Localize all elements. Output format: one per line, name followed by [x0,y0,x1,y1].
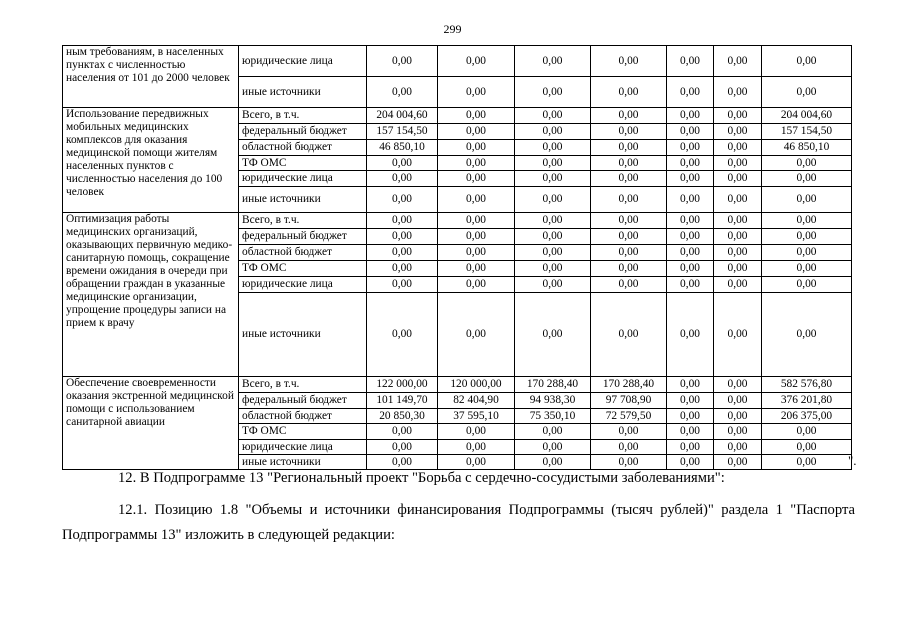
value-cell: 0,00 [367,229,438,245]
table-row [63,213,852,229]
value-cell: 0,00 [667,409,714,424]
value-cell: 0,00 [515,261,591,277]
total-value-cell: 0,00 [762,440,852,455]
value-cell: 0,00 [667,187,714,213]
total-value-cell: 376 201,80 [762,393,852,409]
value-cell: 0,00 [591,261,667,277]
closing-quote-mark: ". [848,453,857,468]
funding-source: областной бюджет [239,245,367,261]
value-cell: 157 154,50 [367,124,438,140]
value-cell: 0,00 [438,277,515,293]
value-cell: 170 288,40 [591,377,667,393]
value-cell: 0,00 [714,124,762,140]
value-cell: 0,00 [714,108,762,124]
value-cell: 0,00 [714,424,762,440]
total-value-cell: 46 850,10 [762,140,852,156]
funding-source: Всего, в т.ч. [239,108,367,124]
value-cell: 0,00 [515,46,591,77]
value-cell: 0,00 [367,77,438,108]
funding-source: юридические лица [239,277,367,293]
value-cell: 120 000,00 [438,377,515,393]
value-cell: 0,00 [591,156,667,171]
value-cell: 0,00 [591,424,667,440]
value-cell: 0,00 [667,213,714,229]
value-cell: 0,00 [438,124,515,140]
value-cell: 0,00 [714,77,762,108]
value-cell: 0,00 [515,440,591,455]
value-cell: 0,00 [714,140,762,156]
value-cell: 94 938,30 [515,393,591,409]
value-cell: 0,00 [714,455,762,470]
value-cell: 0,00 [515,156,591,171]
value-cell: 0,00 [667,108,714,124]
funding-source: юридические лица [239,46,367,77]
value-cell: 0,00 [515,277,591,293]
funding-source: иные источники [239,293,367,377]
value-cell: 0,00 [438,293,515,377]
value-cell: 0,00 [591,229,667,245]
value-cell: 0,00 [591,187,667,213]
value-cell: 0,00 [515,140,591,156]
value-cell: 0,00 [667,261,714,277]
value-cell: 0,00 [591,171,667,187]
value-cell: 0,00 [515,245,591,261]
total-value-cell: 582 576,80 [762,377,852,393]
funding-source: Всего, в т.ч. [239,377,367,393]
funding-source: ТФ ОМС [239,424,367,440]
value-cell: 0,00 [667,140,714,156]
value-cell: 0,00 [667,393,714,409]
value-cell: 0,00 [667,229,714,245]
total-value-cell: 0,00 [762,261,852,277]
value-cell: 0,00 [367,46,438,77]
value-cell: 0,00 [438,140,515,156]
value-cell: 0,00 [367,277,438,293]
value-cell: 0,00 [714,171,762,187]
value-cell: 0,00 [667,46,714,77]
value-cell: 0,00 [515,293,591,377]
value-cell: 122 000,00 [367,377,438,393]
paragraph-item-12-1: 12.1. Позицию 1.8 "Объемы и источники финансирования Подпрограммы (тысяч рублей)" раздела 1 "Паспорта Подпрограммы 13" изложить в следующей редакции: [62,502,855,543]
value-cell: 0,00 [591,140,667,156]
value-cell: 0,00 [591,77,667,108]
total-value-cell: 0,00 [762,213,852,229]
measure-description: Обеспечение своевременности оказания экстренной медицинской помощи с использованием санитарной авиации [63,377,239,470]
value-cell: 0,00 [591,277,667,293]
total-value-cell: 0,00 [762,277,852,293]
value-cell: 0,00 [438,77,515,108]
value-cell: 0,00 [714,393,762,409]
funding-source: юридические лица [239,440,367,455]
value-cell: 0,00 [438,156,515,171]
total-value-cell: 0,00 [762,455,852,470]
value-cell: 0,00 [667,124,714,140]
measure-description: Оптимизация работы медицинских организаций, оказывающих первичную медико-санитарную помощь, сокращение времени ожидания в очереди при обращении граждан в указанные медицинские организации, упрощение процедуры записи на прием к врачу [63,213,239,377]
total-value-cell: 0,00 [762,77,852,108]
value-cell: 0,00 [591,440,667,455]
financing-table [62,45,852,470]
value-cell: 0,00 [438,187,515,213]
value-cell: 0,00 [367,245,438,261]
value-cell: 20 850,30 [367,409,438,424]
value-cell: 0,00 [714,377,762,393]
value-cell: 0,00 [714,245,762,261]
value-cell: 0,00 [667,156,714,171]
value-cell: 0,00 [667,277,714,293]
value-cell: 0,00 [515,229,591,245]
total-value-cell: 0,00 [762,229,852,245]
value-cell: 0,00 [714,187,762,213]
value-cell: 0,00 [591,455,667,470]
value-cell: 0,00 [438,261,515,277]
value-cell: 0,00 [714,277,762,293]
total-value-cell: 206 375,00 [762,409,852,424]
page-number: 299 [443,22,462,36]
value-cell: 75 350,10 [515,409,591,424]
value-cell: 0,00 [714,440,762,455]
value-cell: 0,00 [667,293,714,377]
measure-description: ным требованиям, в населенных пунктах с численностью населения от 101 до 2000 человек [63,46,239,108]
total-value-cell: 0,00 [762,171,852,187]
value-cell: 0,00 [714,156,762,171]
funding-source: федеральный бюджет [239,393,367,409]
value-cell: 0,00 [667,424,714,440]
value-cell: 37 595,10 [438,409,515,424]
value-cell: 0,00 [515,213,591,229]
value-cell: 0,00 [515,171,591,187]
total-value-cell: 0,00 [762,293,852,377]
funding-source: Всего, в т.ч. [239,213,367,229]
value-cell: 0,00 [714,229,762,245]
value-cell: 0,00 [367,440,438,455]
total-value-cell: 0,00 [762,245,852,261]
value-cell: 46 850,10 [367,140,438,156]
value-cell: 0,00 [667,455,714,470]
value-cell: 0,00 [591,245,667,261]
value-cell: 0,00 [367,424,438,440]
value-cell: 0,00 [515,124,591,140]
funding-source: ТФ ОМС [239,261,367,277]
value-cell: 0,00 [438,455,515,470]
value-cell: 0,00 [591,213,667,229]
total-value-cell: 0,00 [762,424,852,440]
value-cell: 0,00 [667,440,714,455]
value-cell: 204 004,60 [367,108,438,124]
value-cell: 82 404,90 [438,393,515,409]
value-cell: 0,00 [714,46,762,77]
table-row [63,377,852,393]
value-cell: 0,00 [591,124,667,140]
funding-source: иные источники [239,187,367,213]
value-cell: 0,00 [591,108,667,124]
value-cell: 0,00 [714,213,762,229]
value-cell: 0,00 [667,171,714,187]
value-cell: 0,00 [515,108,591,124]
total-value-cell: 0,00 [762,46,852,77]
value-cell: 0,00 [515,424,591,440]
value-cell: 0,00 [367,187,438,213]
value-cell: 0,00 [515,77,591,108]
funding-source: федеральный бюджет [239,229,367,245]
value-cell: 97 708,90 [591,393,667,409]
value-cell: 0,00 [438,108,515,124]
value-cell: 0,00 [438,245,515,261]
value-cell: 0,00 [438,229,515,245]
value-cell: 0,00 [591,293,667,377]
total-value-cell: 204 004,60 [762,108,852,124]
funding-source: областной бюджет [239,409,367,424]
value-cell: 72 579,50 [591,409,667,424]
value-cell: 0,00 [667,77,714,108]
value-cell: 0,00 [714,409,762,424]
value-cell: 0,00 [667,377,714,393]
value-cell: 101 149,70 [367,393,438,409]
funding-source: областной бюджет [239,140,367,156]
value-cell: 0,00 [714,293,762,377]
total-value-cell: 0,00 [762,156,852,171]
total-value-cell: 157 154,50 [762,124,852,140]
value-cell: 0,00 [515,187,591,213]
funding-source: иные источники [239,77,367,108]
value-cell: 0,00 [367,261,438,277]
funding-source: иные источники [239,455,367,470]
value-cell: 0,00 [367,293,438,377]
value-cell: 0,00 [367,455,438,470]
value-cell: 0,00 [591,46,667,77]
value-cell: 0,00 [515,455,591,470]
funding-source: федеральный бюджет [239,124,367,140]
value-cell: 0,00 [438,171,515,187]
funding-source: юридические лица [239,171,367,187]
table-row [63,108,852,124]
value-cell: 0,00 [667,245,714,261]
value-cell: 0,00 [367,156,438,171]
value-cell: 0,00 [367,171,438,187]
value-cell: 170 288,40 [515,377,591,393]
value-cell: 0,00 [714,261,762,277]
value-cell: 0,00 [438,424,515,440]
paragraph-subprogram-13: 12. В Подпрограмме 13 "Региональный проект "Борьба с сердечно-сосудистыми заболеваниями": [118,470,725,486]
value-cell: 0,00 [438,46,515,77]
total-value-cell: 0,00 [762,187,852,213]
value-cell: 0,00 [438,213,515,229]
value-cell: 0,00 [367,213,438,229]
table-row [63,46,852,77]
value-cell: 0,00 [438,440,515,455]
funding-source: ТФ ОМС [239,156,367,171]
measure-description: Использование передвижных мобильных медицинских комплексов для оказания медицинской помощи жителям населенных пунктов с численностью населения до 100 человек [63,108,239,213]
